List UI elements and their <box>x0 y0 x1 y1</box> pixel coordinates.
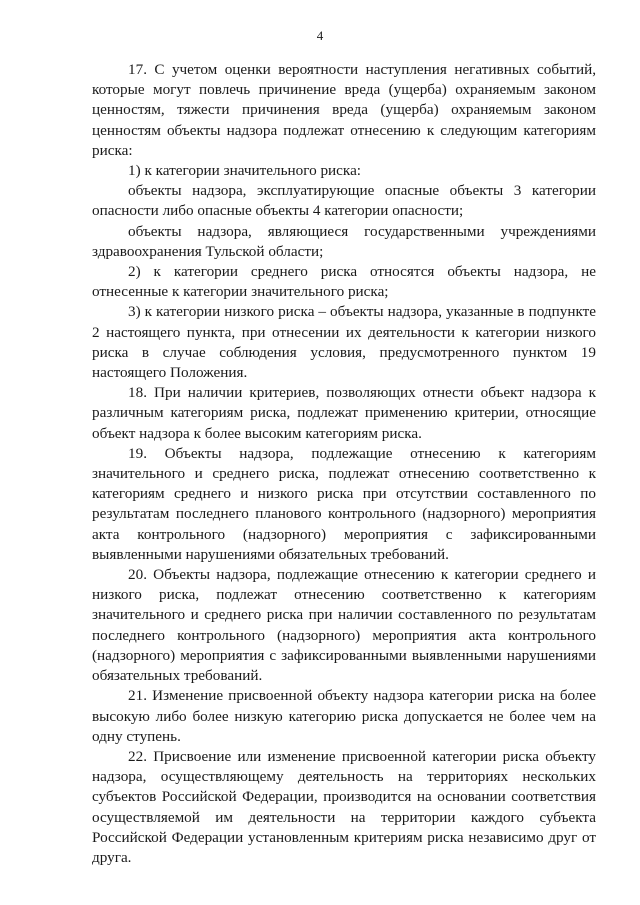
paragraph-17-item-3: 3) к категории низкого риска – объекты надзора, указанные в подпункте 2 настоящего пункта, при отнесении их деятельности к категории низкого риска в случае соблюдения условия, предусмотренного пунктом 19 настоящего Положения. <box>92 303 596 382</box>
paragraph-17-item-1: 1) к категории значительного риска: <box>128 162 362 180</box>
page-number: 4 <box>316 28 324 43</box>
paragraph-17-item-2: 2) к категории среднего риска относятся объекты надзора, не отнесенные к категории значительного риска; <box>92 263 596 301</box>
paragraph-17-item-1a: объекты надзора, эксплуатирующие опасные объекты 3 категории опасности либо опасные объекты 4 категории опасности; <box>92 182 596 220</box>
paragraph-17-item-1b: объекты надзора, являющиеся государственными учреждениями здравоохранения Тульской области; <box>92 222 596 260</box>
paragraph-17: 17. С учетом оценки вероятности наступления негативных событий, которые могут повлечь причинение вреда (ущерба) охраняемым законом ценностям, тяжести причинения вреда (ущерба) охраняемым законом ценностям объекты надзора подлежат отнесению к следующим категориям риска: <box>92 61 596 159</box>
document-body <box>92 60 596 868</box>
paragraph-20: 20. Объекты надзора, подлежащие отнесению к категории среднего и низкого риска, подлежат отнесению соответственно к категориям значительного и среднего риска при наличии составленного по результатам последнего контрольного (надзорного) мероприятия акта контрольного (надзорного) мероприятия с зафиксированными выявленными нарушениями обязательных требований. <box>92 566 596 685</box>
paragraph-21: 21. Изменение присвоенной объекту надзора категории риска на более высокую либо более низкую категорию риска допускается не более чем на одну ступень. <box>92 687 596 745</box>
paragraph-22: 22. Присвоение или изменение присвоенной категории риска объекту надзора, осуществляющему деятельность на территориях нескольких субъектов Российской Федерации, производится на основании соответствия осуществляемой им деятельности на территории каждого субъекта Российской Федерации установленным критериям риска независимо друг от друга. <box>92 747 596 866</box>
paragraph-18: 18. При наличии критериев, позволяющих отнести объект надзора к различным категориям риска, подлежат применению критерии, относящие объект надзора к более высоким категориям риска. <box>92 384 596 442</box>
paragraph-19: 19. Объекты надзора, подлежащие отнесению к категориям значительного и среднего риска, подлежат отнесению соответственно к категориям среднего и низкого риска при отсутствии составленного по результатам последнего планового контрольного (надзорного) мероприятия акта контрольного (надзорного) мероприятия с зафиксированными выявленными нарушениями обязательных требований. <box>92 444 596 563</box>
